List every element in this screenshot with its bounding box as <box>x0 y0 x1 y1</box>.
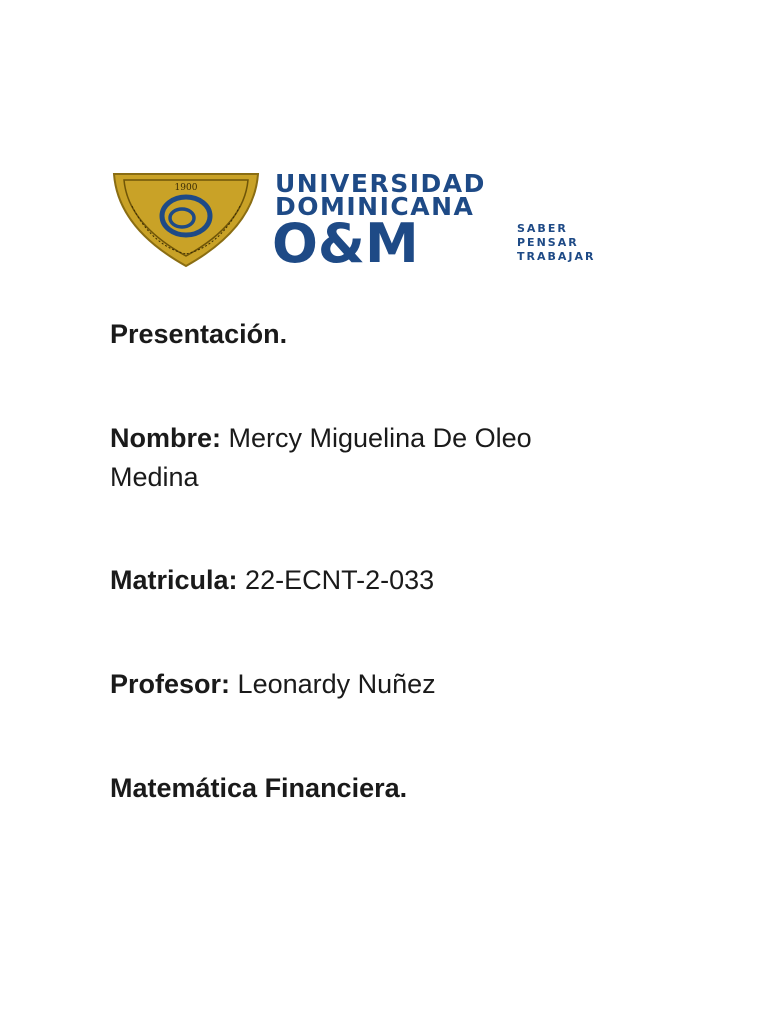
matricula-value: 22-ECNT-2-033 <box>245 565 435 595</box>
logo-university-line2: DOMINICANA <box>275 192 475 221</box>
subject-title: Matemática Financiera. <box>110 773 408 803</box>
matricula-line <box>110 560 434 600</box>
matricula-label: Matricula: <box>110 565 238 595</box>
nombre-value: Mercy Miguelina De Oleo <box>228 423 532 453</box>
university-logo <box>112 166 612 268</box>
seal-emblem <box>114 174 258 266</box>
logo-brand: O&M <box>272 212 419 268</box>
nombre-value-continued: Medina <box>110 462 199 492</box>
logo-motto-pensar: PENSAR <box>517 236 579 249</box>
nombre-line <box>110 418 532 458</box>
seal-year: 1900 <box>174 183 198 193</box>
document-heading: Presentación. <box>110 319 288 349</box>
logo-motto-saber: SABER <box>517 222 568 235</box>
profesor-value: Leonardy Nuñez <box>237 669 436 699</box>
nombre-label: Nombre: <box>110 423 222 453</box>
profesor-label: Profesor: <box>110 669 231 699</box>
logo-motto-trabajar: TRABAJAR <box>517 250 596 263</box>
profesor-line <box>110 664 436 704</box>
logo-university-line1: UNIVERSIDAD <box>275 169 486 198</box>
